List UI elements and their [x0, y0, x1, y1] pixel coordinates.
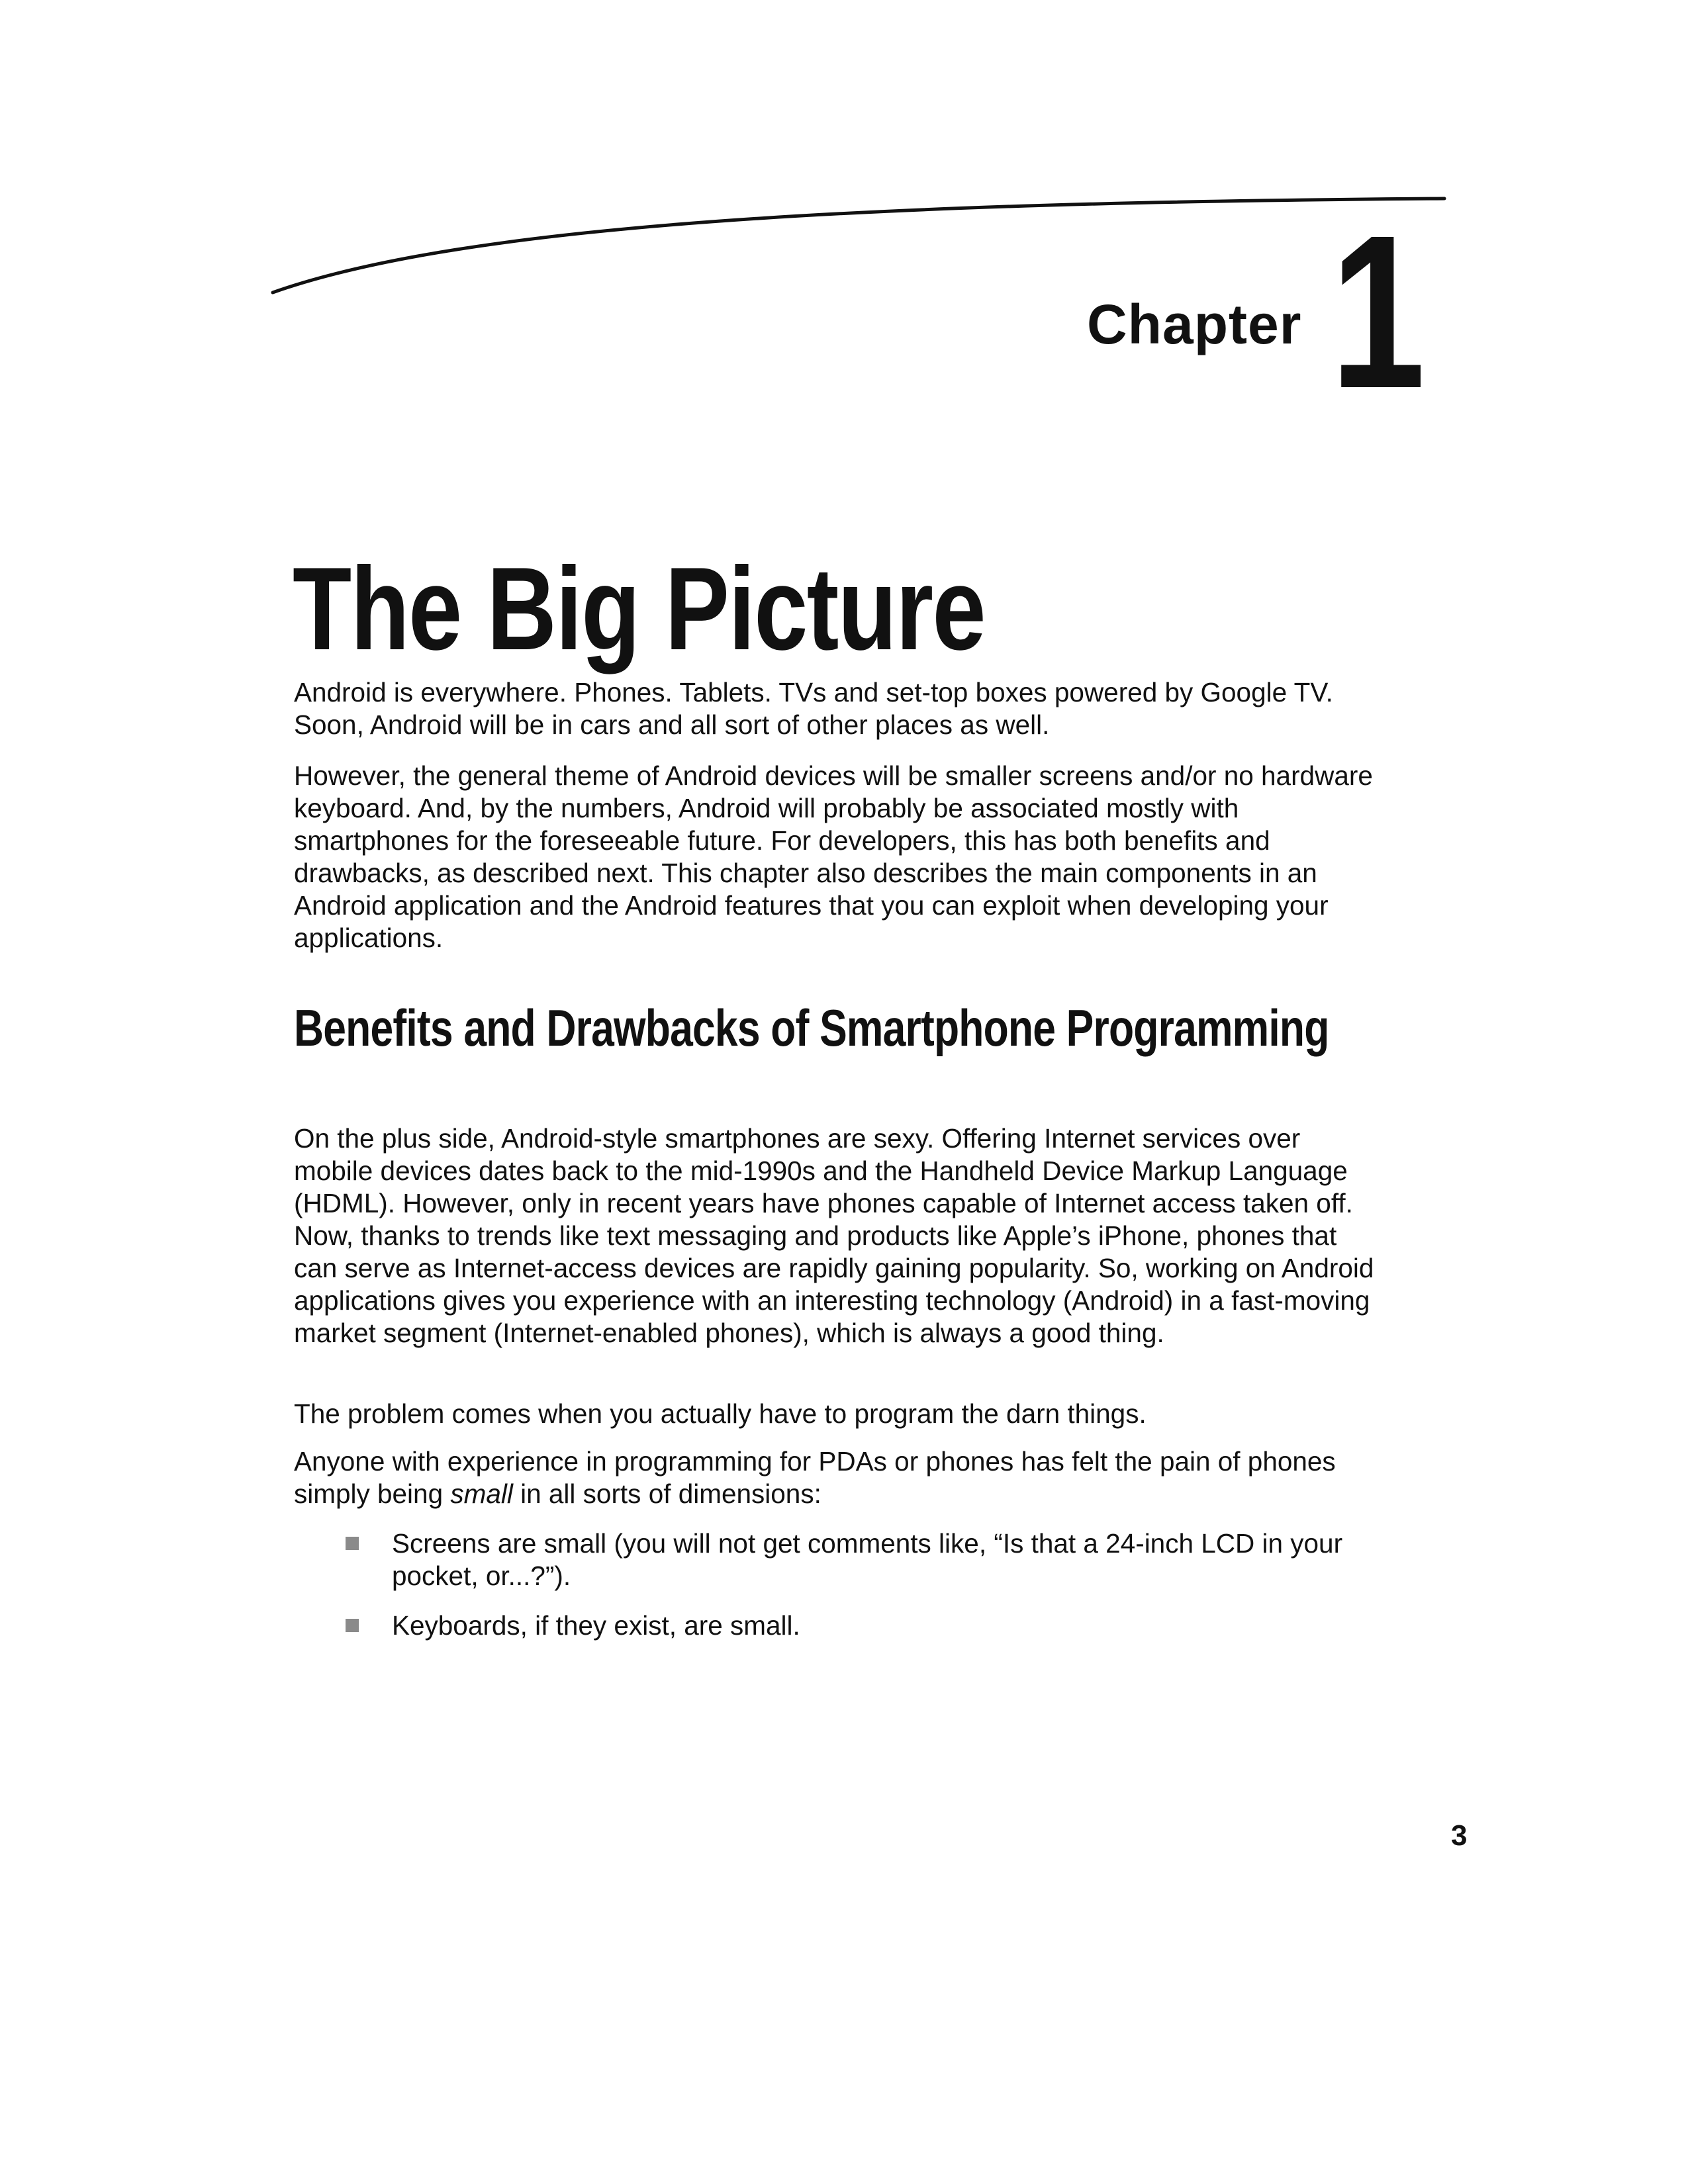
bullet-text: Keyboards, if they exist, are small. — [392, 1610, 800, 1641]
square-bullet-icon — [346, 1619, 359, 1632]
bullet-item — [294, 1527, 1419, 1592]
bullet-list — [294, 1527, 1419, 1659]
bullet-item — [294, 1610, 1419, 1642]
bullet-text: Screens are small (you will not get comments like, “Is that a 24-inch LCD in your pocket, or...?”). — [392, 1528, 1343, 1591]
section-paragraph: The problem comes when you actually have to program the darn things. — [294, 1398, 1147, 1429]
emphasis-text: small — [450, 1479, 513, 1509]
paragraph-text: in all sorts of dimensions: — [512, 1479, 821, 1509]
chapter-title: The Big Picture — [293, 543, 985, 675]
section-heading-text: Benefits and Drawbacks of Smartphone Programming — [294, 999, 1329, 1057]
chapter-label: Chapter — [1087, 293, 1302, 355]
page-number: 3 — [1451, 1819, 1468, 1852]
paragraph-text: Anyone with experience in programming for PDAs or phones has felt the pain of phones simply being — [294, 1446, 1336, 1509]
square-bullet-icon — [346, 1537, 359, 1550]
chapter-swoosh-decoration — [0, 0, 1688, 331]
intro-paragraph: Android is everywhere. Phones. Tablets. TVs and set-top boxes powered by Google TV. Soon, Android will be in cars and all sort of other places as well. — [294, 677, 1333, 740]
intro-paragraph: However, the general theme of Android devices will be smaller screens and/or no hardware keyboard. And, by the numbers, Android will probably be associated mostly with smartphones for the foreseeable future. For developers, this has both benefits and drawbacks, as described next. This chapter also describes the main components in an Android application and the Android features that you can exploit when developing your applications. — [294, 760, 1373, 953]
section-heading — [294, 1001, 1353, 1055]
section-paragraph — [294, 1445, 1380, 1510]
section-paragraph: On the plus side, Android-style smartphones are sexy. Offering Internet services over mobile devices dates back to the mid-1990s and the Handheld Device Markup Language (HDML). However, only in recent years have phones capable of Internet access taken off. Now, thanks to trends like text messaging and products like Apple’s iPhone, phones that can serve as Internet-access devices are rapidly gaining popularity. So, working on Android applications gives you experience with an interesting technology (Android) in a fast-moving market segment (Internet-enabled phones), which is always a good thing. — [294, 1123, 1374, 1348]
chapter-number: 1 — [1331, 189, 1426, 433]
